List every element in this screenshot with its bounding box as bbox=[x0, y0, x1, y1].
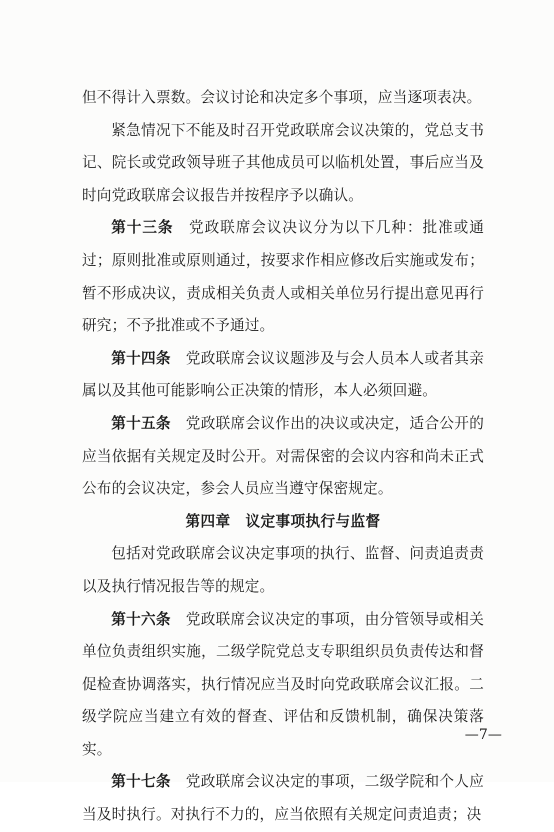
document-body bbox=[82, 82, 484, 832]
article-16-label: 第十六条 bbox=[111, 610, 171, 628]
article-14-label: 第十四条 bbox=[111, 349, 171, 367]
article-15-text: 党政联席会议作出的决议或决定，适合公开的应当依据有关规定及时公开。对需保密的会议内容和尚未正式公布的会议决定，参会人员应当遵守保密规定。 bbox=[82, 414, 484, 498]
paragraph-emergency-handling: 紧急情况下不能及时召开党政联席会议决策的，党总支书记、院长或党政领导班子其他成员可以临机处置，事后应当及时向党政联席会议报告并按程序予以确认。 bbox=[82, 121, 484, 204]
article-13 bbox=[82, 212, 484, 342]
chapter-4-heading: 第四章 议定事项执行与监督 bbox=[185, 512, 381, 530]
page-number: —7— bbox=[464, 727, 502, 743]
article-17-text: 党政联席会议决定的事项，二级学院和个人应当及时执行。对执行不力的，应当依照有关规定问责追责；决 bbox=[82, 773, 484, 824]
article-15 bbox=[82, 408, 484, 506]
article-16 bbox=[82, 604, 484, 767]
article-13-label: 第十三条 bbox=[111, 219, 174, 237]
article-14 bbox=[82, 343, 484, 408]
chapter-4-intro: 包括对党政联席会议决定事项的执行、监督、问责追责责以及执行情况报告等的规定。 bbox=[82, 545, 484, 595]
article-13-text: 党政联席会议决议分为以下几种：批准或通过；原则批准或原则通过，按要求作相应修改后实施或发布；暂不形成决议，责成相关负责人或相关单位另行提出意见再行研究；不予批准或不予通过。 bbox=[82, 219, 484, 335]
article-15-label: 第十五条 bbox=[111, 414, 171, 432]
article-17-label: 第十七条 bbox=[111, 773, 171, 791]
article-16-text: 党政联席会议决定的事项，由分管领导或相关单位负责组织实施，二级学院党总支专职组织员负责传达和督促检查协调落实，执行情况应当及时向党政联席会议汇报。二级学院应当建立有效的督查、评估和反馈机制，确保决策落实。 bbox=[82, 610, 484, 758]
article-17 bbox=[82, 766, 484, 831]
paragraph-continuation: 但不得计入票数。会议讨论和决定多个事项，应当逐项表决。 bbox=[82, 89, 482, 106]
article-14-text: 党政联席会议议题涉及与会人员本人或者其亲属以及其他可能影响公正决策的情形，本人必须回避。 bbox=[82, 349, 484, 400]
